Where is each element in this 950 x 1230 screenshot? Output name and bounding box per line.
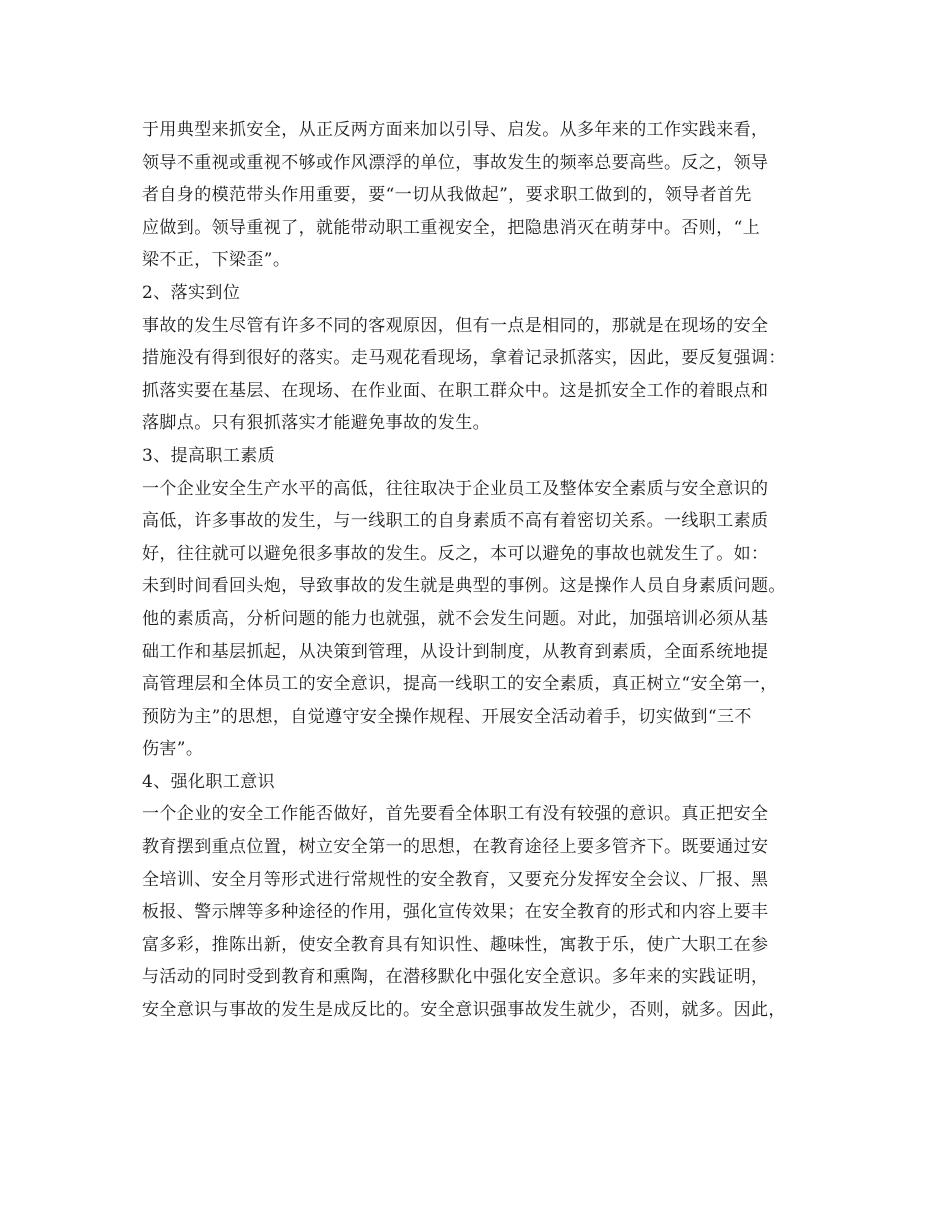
paragraph-line: 应做到。领导重视了，就能带动职工重视安全，把隐患消灭在萌芽中。否则，“上 — [142, 217, 761, 238]
paragraph-line: 础工作和基层抓起，从决策到管理，从设计到制度，从教育到素质，全面系统地提 — [142, 641, 769, 662]
paragraph-line: 安全意识与事故的发生是成反比的。安全意识强事故发生就少，否则，就多。因此， — [142, 1000, 786, 1021]
paragraph-line: 板报、警示牌等多种途径的作用，强化宣传效果；在安全教育的形式和内容上要丰 — [142, 902, 769, 923]
paragraph-line: 一个企业安全生产水平的高低，往往取决于企业员工及整体安全素质与安全意识的 — [142, 478, 769, 499]
paragraph-line: 落脚点。只有狠抓落实才能避免事故的发生。 — [142, 413, 490, 434]
paragraph-line: 预防为主”的思想，自觉遵守安全操作规程、开展安全活动着手，切实做到“三不 — [142, 706, 752, 727]
paragraph-line: 梁不正，下梁歪”。 — [142, 250, 291, 271]
paragraph-line: 措施没有得到很好的落实。走马观花看现场，拿着记录抓落实，因此，要反复强调： — [142, 348, 786, 369]
paragraph-line: 与活动的同时受到教育和熏陶，在潜移默化中强化安全意识。多年来的实践证明， — [142, 967, 769, 988]
paragraph-line: 高管理层和全体员工的安全意识，提高一线职工的安全素质，真正树立“安全第一， — [142, 674, 778, 695]
paragraph-line: 教育摆到重点位置，树立安全第一的思想，在教育途径上要多管齐下。既要通过安 — [142, 837, 769, 858]
paragraph-line: 他的素质高，分析问题的能力也就强，就不会发生问题。对此，加强培训必须从基 — [142, 608, 769, 629]
section-heading: 4、强化职工意识 — [142, 771, 276, 792]
paragraph-line: 抓落实要在基层、在现场、在作业面、在职工群众中。这是抓安全工作的着眼点和 — [142, 380, 769, 401]
paragraph-line: 富多彩，推陈出新，使安全教育具有知识性、趣味性，寓教于乐，使广大职工在参 — [142, 934, 769, 955]
paragraph-line: 未到时间看回头炮，导致事故的发生就是典型的事例。这是操作人员自身素质问题。 — [142, 576, 786, 597]
paragraph-line: 者自身的模范带头作用重要，要“一切从我做起”，要求职工做到的，领导者首先 — [142, 185, 752, 206]
document-body — [142, 114, 832, 1027]
paragraph-line: 领导不重视或重视不够或作风漂浮的单位，事故发生的频率总要高些。反之，领导 — [142, 152, 769, 173]
paragraph-line: 伤害”。 — [142, 739, 204, 760]
paragraph-line: 事故的发生尽管有许多不同的客观原因，但有一点是相同的，那就是在现场的安全 — [142, 315, 769, 336]
paragraph-line: 一个企业的安全工作能否做好，首先要看全体职工有没有较强的意识。真正把安全 — [142, 804, 769, 825]
section-heading: 3、提高职工素质 — [142, 445, 276, 466]
paragraph-line: 全培训、安全月等形式进行常规性的安全教育，又要充分发挥安全会议、厂报、黑 — [142, 869, 769, 890]
paragraph-line: 高低，许多事故的发生，与一线职工的自身素质不高有着密切关系。一线职工素质 — [142, 511, 769, 532]
paragraph-line: 于用典型来抓安全，从正反两方面来加以引导、启发。从多年来的工作实践来看， — [142, 120, 769, 140]
section-heading: 2、落实到位 — [142, 282, 241, 303]
paragraph-line: 好，往往就可以避免很多事故的发生。反之，本可以避免的事故也就发生了。如： — [142, 543, 769, 564]
